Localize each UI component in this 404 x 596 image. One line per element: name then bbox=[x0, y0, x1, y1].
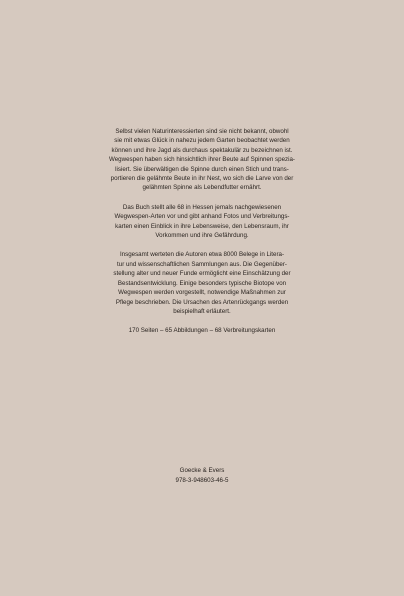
text-line: Selbst vielen Naturinteressierten sind sie nicht bekannt, obwohl bbox=[115, 128, 289, 135]
text-line: karten einen Einblick in ihre Lebensweise, den Lebensraum, ihr bbox=[115, 222, 289, 230]
text-line: Pflege beschrieben. Die Ursachen des Artenrückgangs werden bbox=[115, 298, 289, 306]
text-line: stellung alter und neuer Funde ermöglicht eine Einschätzung der bbox=[113, 270, 291, 278]
text-line: Wegwespen haben sich hinsichtlich ihrer Beute auf Spinnen spezia- bbox=[109, 156, 295, 164]
text-line: Das Buch stellt alle 68 in Hessen jemals nachgewiesenen bbox=[122, 203, 282, 211]
text-line: beispielhaft erläutert. bbox=[173, 307, 231, 315]
stats-line: 170 Seiten – 65 Abbildungen – 68 Verbreitungskarten bbox=[128, 327, 276, 335]
text-line: Bestandsentwicklung. Einige besonders typische Biotope von bbox=[117, 279, 287, 287]
text-line: portieren die gelähmte Beute in ihr Nest, wo sich die Larve von der bbox=[110, 175, 294, 183]
text-line: Insgesamt werteten die Autoren etwa 8000 Belege in Litera- bbox=[119, 251, 285, 259]
text-line: Wegwespen werden vorgestellt, notwendige Maßnahmen zur bbox=[118, 289, 286, 297]
blurb-paragraph-intro bbox=[80, 127, 324, 193]
blurb-paragraph-method bbox=[80, 250, 324, 316]
publisher-block bbox=[0, 466, 404, 486]
isbn: 978-3-948603-46-5 bbox=[175, 477, 229, 484]
text-line: Wegwespen-Arten vor und gibt anhand Fotos und Verbreitungs- bbox=[114, 213, 290, 221]
text-line: können und ihre Jagd als durchaus spektakulär zu bezeichnen ist. bbox=[111, 146, 293, 154]
text-line: tur und wissenschaftlichen Sammlungen aus. Die Gegenüber- bbox=[117, 260, 287, 268]
text-line: lisiert. Sie überwältigen die Spinne durch einen Stich und trans- bbox=[115, 165, 289, 173]
text-line: Vorkommen und ihre Gefährdung. bbox=[155, 232, 249, 240]
blurb-text bbox=[80, 127, 324, 346]
publisher-name: Goecke & Evers bbox=[179, 467, 225, 474]
text-line: gelähmten Spinne als Lebendfutter ernährt. bbox=[142, 184, 262, 192]
blurb-paragraph-content bbox=[80, 203, 324, 241]
book-stats bbox=[80, 326, 324, 335]
text-line: sie mit etwas Glück in nahezu jedem Garten beobachtet werden bbox=[114, 137, 290, 145]
